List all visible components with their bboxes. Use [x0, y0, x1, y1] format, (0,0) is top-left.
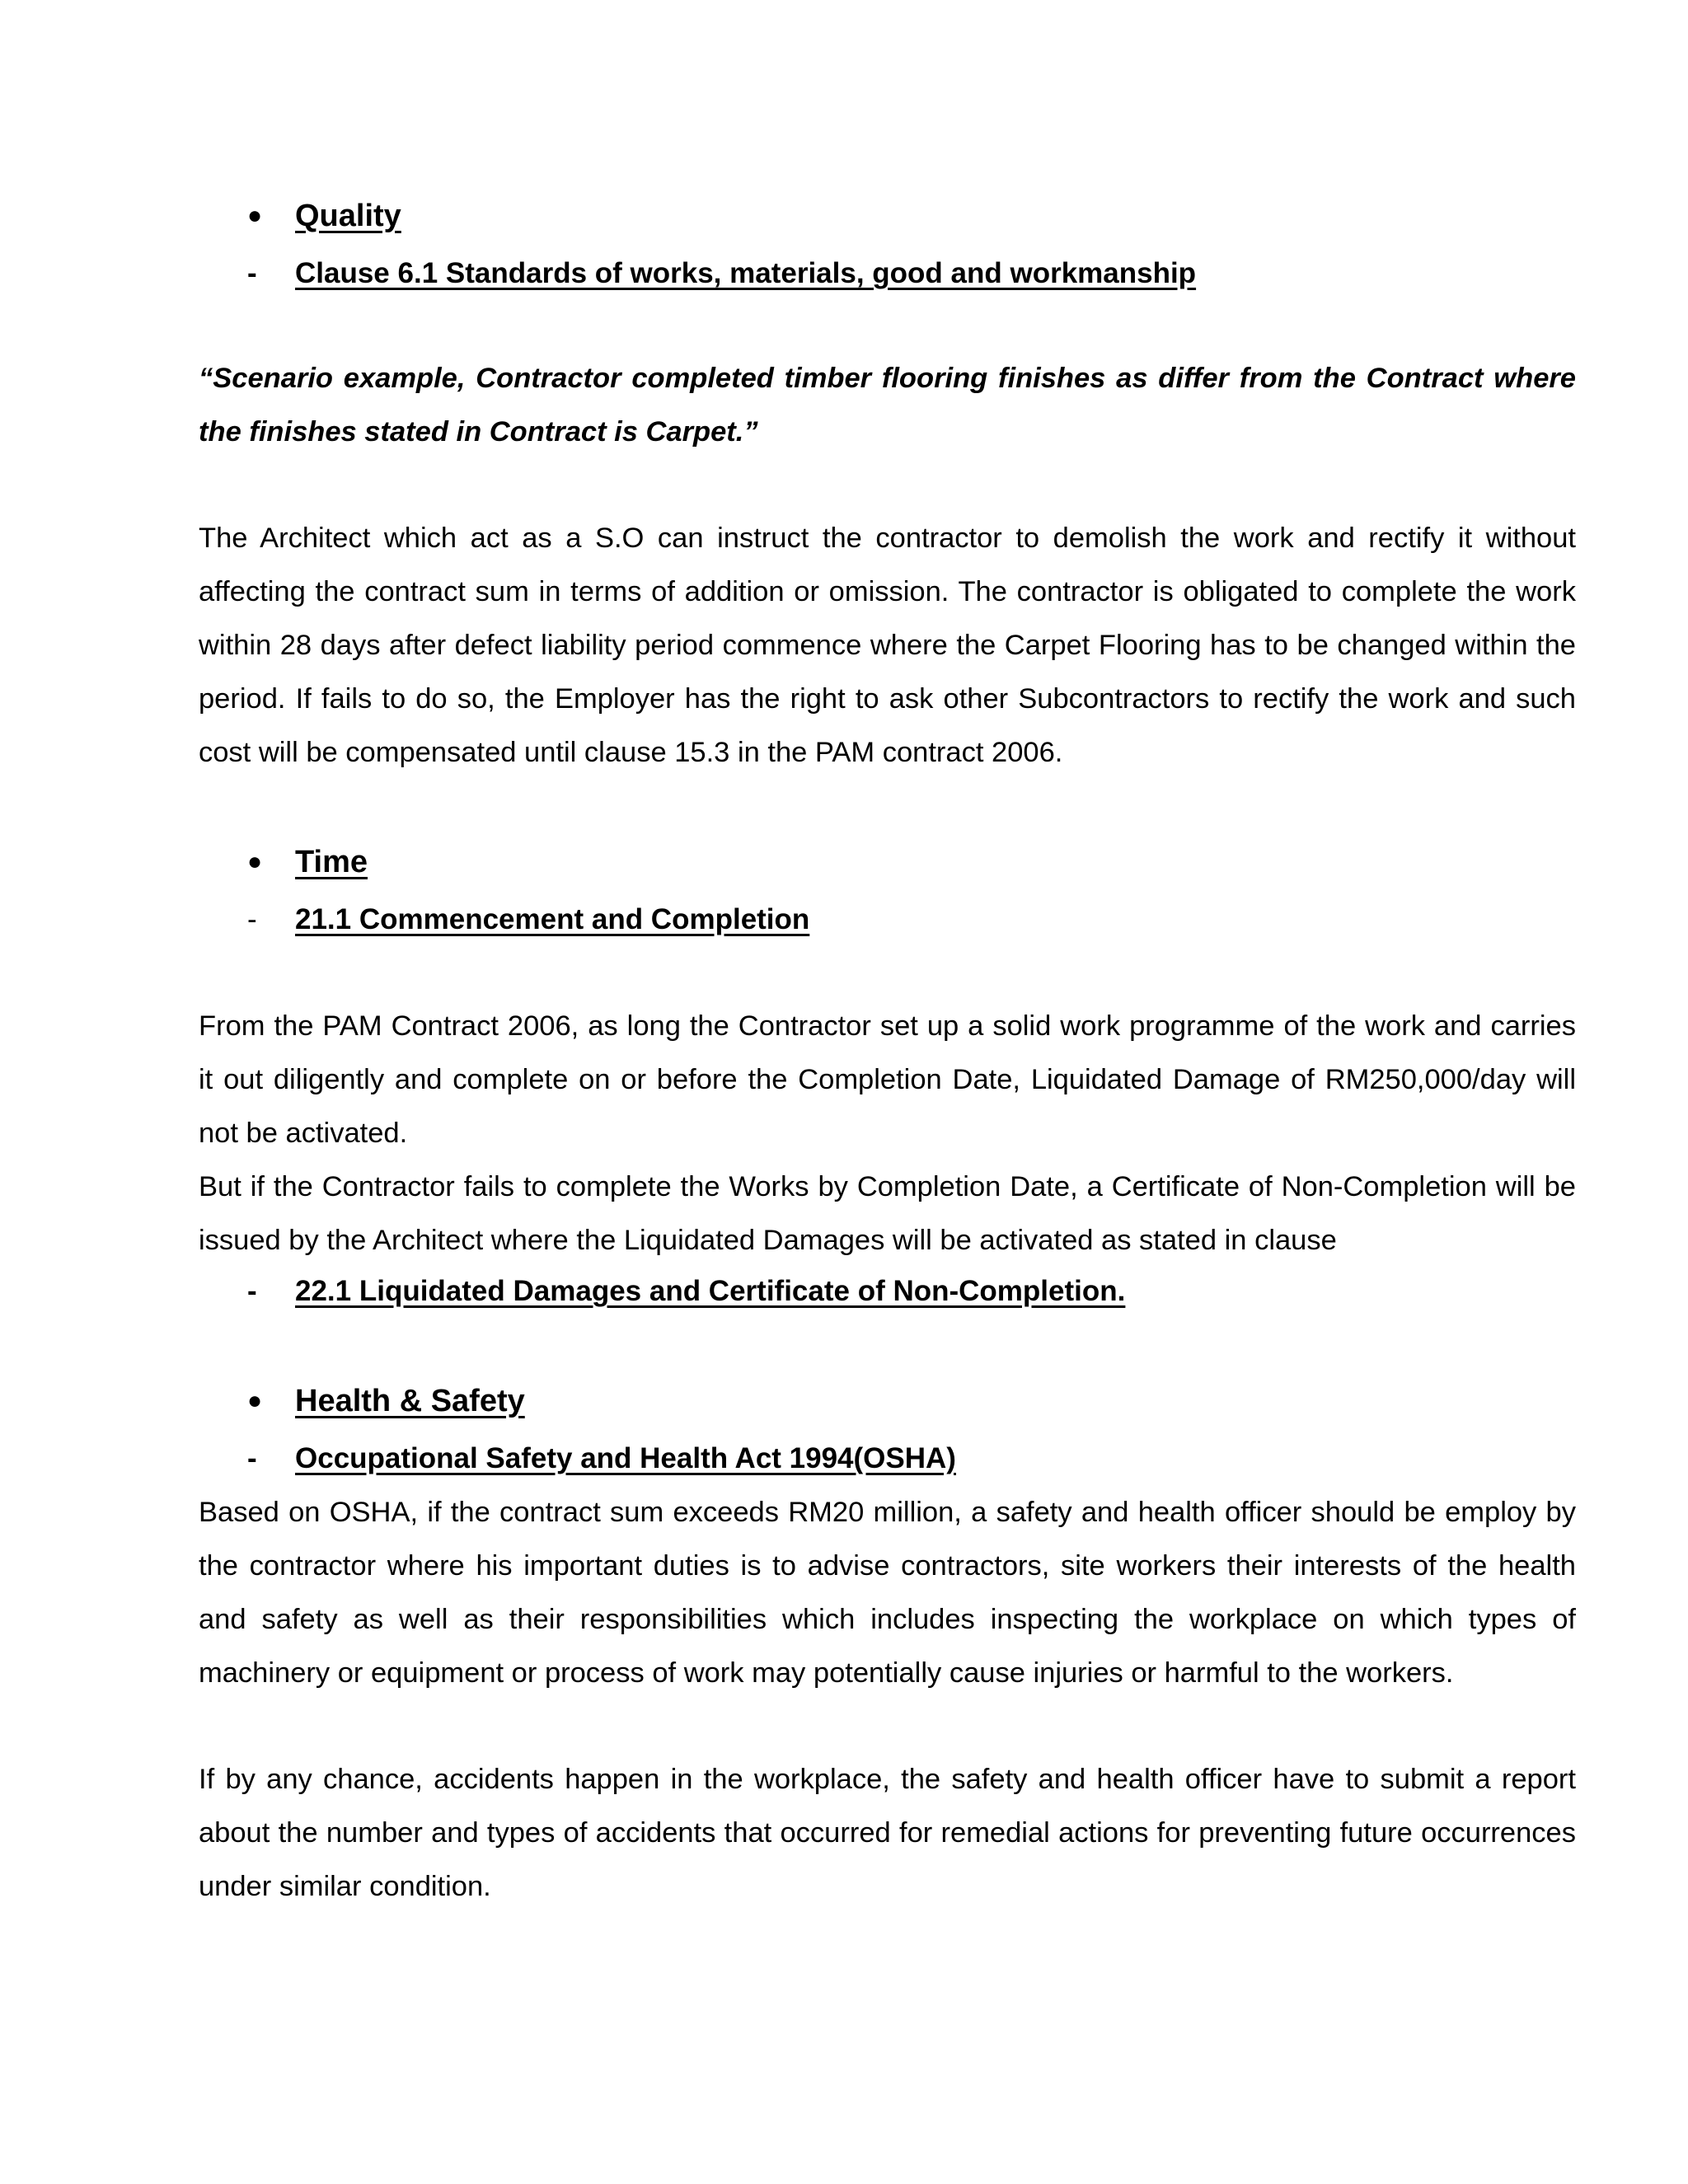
- dash-marker: -: [247, 1442, 257, 1474]
- dash-marker: -: [247, 1275, 257, 1307]
- time-paragraph-2: But if the Contractor fails to complete the Works by Completion Date, a Certificate of Non-Completion will be issued by the Architect where the Liquidated Damages will be activated as stated in clause: [199, 1171, 1576, 1256]
- dash-marker: -: [247, 257, 257, 289]
- heading-health-safety-text: Health & Safety: [295, 1384, 525, 1418]
- heading-time-text: Time: [295, 845, 368, 879]
- health-safety-paragraph-2: If by any chance, accidents happen in the workplace, the safety and health officer have to submit a report about the number and types of accidents that occurred for remedial actions for preventing future occurrences under similar condition.: [199, 1764, 1576, 1902]
- heading-quality-text: Quality: [295, 199, 401, 233]
- clause-21-1-text: 21.1 Commencement and Completion: [295, 903, 810, 935]
- clause-osha-text: Occupational Safety and Health Act 1994(OSHA): [295, 1442, 956, 1474]
- clause-6-1-text: Clause 6.1 Standards of works, materials, good and workmanship: [295, 257, 1197, 289]
- bullet-marker: ●: [247, 848, 263, 875]
- time-paragraph-1: From the PAM Contract 2006, as long the Contractor set up a solid work programme of the work and carries it out diligently and complete on or before the Completion Date, Liquidated Damage of RM250,000/day will not be activated.: [199, 1010, 1576, 1149]
- bullet-marker: ●: [247, 202, 263, 229]
- scenario-quote: “Scenario example, Contractor completed timber flooring finishes as differ from the Contract where the finishes stated in Contract is Carpet.”: [199, 363, 1576, 448]
- health-safety-paragraph-1: Based on OSHA, if the contract sum exceeds RM20 million, a safety and health officer should be employ by the contractor where his important duties is to advise contractors, site workers their interests of the health and safety as well as their responsibilities which includes inspecting the workplace on which types of machinery or equipment or process of work may potentially cause injuries or harmful to the workers.: [199, 1497, 1576, 1689]
- dash-marker: -: [247, 903, 257, 935]
- quality-paragraph: The Architect which act as a S.O can instruct the contractor to demolish the work and rectify it without affecting the contract sum in terms of addition or omission. The contractor is obligated to complete the work within 28 days after defect liability period commence where the Carpet Flooring has to be changed within the period. If fails to do so, the Employer has the right to ask other Subcontractors to rectify the work and such cost will be compensated until clause 15.3 in the PAM contract 2006.: [199, 523, 1576, 768]
- clause-22-1-text: 22.1 Liquidated Damages and Certificate of Non-Completion.: [295, 1275, 1126, 1307]
- bullet-marker: ●: [247, 1387, 263, 1414]
